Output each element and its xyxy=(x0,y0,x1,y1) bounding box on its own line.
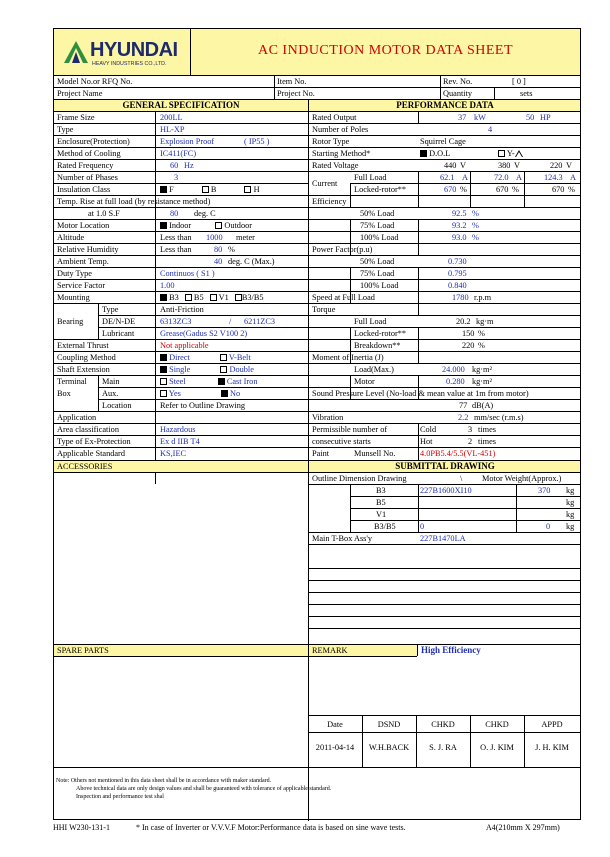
submittal-v1-unit: kg xyxy=(566,510,575,519)
submittal-b5-label: B5 xyxy=(376,498,386,507)
approval-chkd2-value: O. J. KIM xyxy=(480,743,514,752)
spare-parts-header: SPARE PARTS xyxy=(57,646,109,655)
approval-appd-header: APPD xyxy=(541,720,563,729)
rated-output-kw: 37 xyxy=(458,113,467,122)
approval-dsnd-value: W.H.BACK xyxy=(368,743,410,752)
outdoor-checkbox xyxy=(215,222,222,229)
efficiency-50-value: 92.5 xyxy=(452,209,467,218)
approval-chkd1-header: CHKD xyxy=(431,720,455,729)
starting-label: Starting Method* xyxy=(312,149,371,158)
accessories-header: ACCESSORIES xyxy=(57,462,113,471)
paint-label: Paint xyxy=(312,449,330,458)
footer-doc-no: HHI W230-131-1 xyxy=(53,823,110,832)
left-label-divider xyxy=(155,111,156,484)
tbox-label: Main T-Box Ass'y xyxy=(312,534,373,543)
project-name-label: Project Name xyxy=(57,89,103,98)
ambient-label: Ambient Temp. xyxy=(57,257,109,266)
shaft-single-checkbox xyxy=(160,366,167,373)
altitude-prefix: Less than xyxy=(160,233,192,242)
temp-rise-sub: at 1.0 S.F xyxy=(88,209,120,218)
insulation-h-checkbox xyxy=(244,186,251,193)
service-factor-value: 1.00 xyxy=(160,281,175,290)
current-full-1: 62.1 xyxy=(440,173,455,182)
pf-75-value: 0.795 xyxy=(448,269,467,278)
bearing-nde-value: 6211ZC3 xyxy=(244,317,276,326)
torque-breakdown-value: 220 xyxy=(462,341,475,350)
paint-munsell-label: Munsell No. xyxy=(354,449,396,458)
vibration-value: 2.2 xyxy=(458,413,469,422)
inertia-load-value: 24.000 xyxy=(442,365,465,374)
motor-weight-label: Motor Weight(Approx.) xyxy=(482,474,562,483)
insulation-label: Insulation Class xyxy=(57,185,111,194)
terminal-cast-iron-checkbox xyxy=(218,378,225,385)
inertia-label: Moment of Inertia (J) xyxy=(312,353,384,362)
thrust-value: Not applicable xyxy=(160,341,209,350)
speed-value: 1780 xyxy=(452,293,469,302)
thrust-label: External Thrust xyxy=(57,341,109,350)
item-no-label: Item No. xyxy=(277,77,307,86)
general-spec-header: GENERAL SPECIFICATION xyxy=(122,100,240,110)
paint-value: 4.0PB5.4/5.5(VL-451) xyxy=(420,449,496,458)
efficiency-label: Efficiency xyxy=(312,197,347,206)
efficiency-75-unit: % xyxy=(472,221,479,230)
sound-label: Sound Pressure Level (No-load & mean value at 1m from motor) xyxy=(312,389,529,398)
torque-full-unit: kg·m xyxy=(476,317,494,326)
starting-dol-checkbox xyxy=(420,150,427,157)
mounting-v1-checkbox xyxy=(210,294,217,301)
torque-locked-value: 150 xyxy=(462,329,475,338)
insulation-b-checkbox xyxy=(202,186,209,193)
approval-dsnd-header: DSND xyxy=(377,720,401,729)
torque-locked-label: Locked-rotor** xyxy=(354,329,407,338)
current-full-label: Full Load xyxy=(354,173,387,182)
pf-50-value: 0.730 xyxy=(448,257,467,266)
mounting-b5-checkbox xyxy=(185,294,192,301)
insulation-options: F B H xyxy=(160,184,260,195)
efficiency-50-unit: % xyxy=(472,209,479,218)
torque-breakdown-label: Breakdown** xyxy=(354,341,401,350)
current-locked-1: 670 xyxy=(444,185,457,194)
phases-label: Number of Phases xyxy=(57,173,118,182)
efficiency-100-unit: % xyxy=(472,233,479,242)
rated-output-kw-unit: kW xyxy=(474,113,486,122)
starts-hot-label: Hot xyxy=(420,437,433,446)
frequency-unit: Hz xyxy=(184,161,194,170)
enclosure-value: Explosion Proof xyxy=(160,137,215,146)
service-factor-label: Service Factor xyxy=(57,281,106,290)
terminal-location-label: Location xyxy=(102,401,132,410)
approval-date-header: Date xyxy=(327,720,343,729)
current-locked-3-unit: % xyxy=(568,185,575,194)
type-label: Type xyxy=(57,125,74,134)
ex-type-value: Ex d IIB T4 xyxy=(160,437,200,446)
mounting-b3-checkbox xyxy=(160,294,167,301)
cooling-value: IC411(FC) xyxy=(160,149,197,158)
starting-yd-checkbox xyxy=(498,150,505,157)
frame-size-label: Frame Size xyxy=(57,113,95,122)
humidity-value: 80 xyxy=(214,245,223,254)
data-sheet xyxy=(53,28,581,820)
efficiency-50-label: 50% Load xyxy=(360,209,395,218)
current-locked-3: 670 xyxy=(552,185,565,194)
efficiency-75-label: 75% Load xyxy=(360,221,395,230)
starts-label-1: Permissible number of xyxy=(312,425,388,434)
mounting-options: B3 B5 V1 B3/B5 xyxy=(160,292,264,303)
humidity-prefix: Less than xyxy=(160,245,192,254)
efficiency-100-value: 93.0 xyxy=(452,233,467,242)
type-value: HL-XP xyxy=(160,125,185,134)
sheet-title: AC INDUCTION MOTOR DATA SHEET xyxy=(257,43,513,58)
terminal-aux-label: Aux. xyxy=(102,389,119,398)
pf-100-value: 0.840 xyxy=(448,281,467,290)
current-full-2: 72.0 xyxy=(494,173,509,182)
starts-hot-unit: times xyxy=(478,437,496,446)
altitude-unit: meter xyxy=(236,233,255,242)
submittal-b3b5-weight: 0 xyxy=(546,522,551,531)
submittal-v1-label: V1 xyxy=(376,510,387,519)
area-value: Hazardous xyxy=(160,425,196,434)
humidity-label: Relative Humidity xyxy=(57,245,119,254)
terminal-aux-no-checkbox xyxy=(221,390,228,397)
submittal-b3-drawing: 227B1600XI10 xyxy=(420,486,472,495)
submittal-b5-unit: kg xyxy=(566,498,575,507)
current-locked-label: Locked-rotor** xyxy=(354,185,407,194)
altitude-value: 1000 xyxy=(206,233,223,242)
bearing-de-label: DE/N-DE xyxy=(102,317,136,326)
ex-type-label: Type of Ex-Protection xyxy=(57,437,131,446)
phases-value: 3 xyxy=(174,173,179,182)
speed-label: Speed at Full Load xyxy=(312,293,375,302)
standard-label: Applicable Standard xyxy=(57,449,125,458)
area-label: Area classification xyxy=(57,425,119,434)
humidity-unit: % xyxy=(228,245,235,254)
coupling-vbelt-checkbox xyxy=(220,354,227,361)
outline-drawing-label: Outline Dimension Drawing xyxy=(312,474,407,483)
approval-chkd2-header: CHKD xyxy=(485,720,509,729)
power-factor-label: Power Factor(p.u) xyxy=(312,245,373,254)
terminal-label: Terminal xyxy=(57,377,87,386)
submittal-header: SUBMITTAL DRAWING xyxy=(395,461,495,471)
ambient-value: 40 xyxy=(214,257,223,266)
inertia-motor-label: Motor xyxy=(354,377,375,386)
current-locked-1-unit: % xyxy=(460,185,467,194)
terminal-location-value: Refer to Outline Drawing xyxy=(160,401,246,410)
bearing-label: Bearing xyxy=(57,317,84,326)
voltage-1: 440 xyxy=(444,161,457,170)
starts-hot-value: 2 xyxy=(468,437,473,446)
bearing-type-value: Anti-Friction xyxy=(160,305,204,314)
inertia-motor-value: 0.280 xyxy=(446,377,465,386)
rated-output-label: Rated Output xyxy=(312,113,357,122)
location-label: Motor Location xyxy=(57,221,110,230)
submittal-b3b5-label: B3/B5 xyxy=(374,522,396,531)
current-full-3: 124.3 xyxy=(544,173,563,182)
footer-note: * In case of Inverter or V.V.V.F Motor:Performance data is based on sine wave tests. xyxy=(136,823,406,832)
inertia-motor-unit: kg·m² xyxy=(472,377,493,386)
torque-label: Torque xyxy=(312,305,336,314)
starting-options: D.O.L Y- xyxy=(420,148,523,159)
terminal-steel-checkbox xyxy=(160,378,167,385)
bearing-lub-label: Lubricant xyxy=(102,329,135,338)
insulation-f-checkbox xyxy=(160,186,167,193)
bearing-lub-value: Grease(Gadus S2 V100 2) xyxy=(160,329,248,338)
model-no-label: Model No.or RFQ No. xyxy=(57,77,133,86)
terminal-aux-yes-checkbox xyxy=(160,390,167,397)
hyundai-logo xyxy=(62,39,186,71)
altitude-label: Altitude xyxy=(57,233,85,242)
approval-appd-value: J. H. KIM xyxy=(535,743,569,752)
current-locked-2-unit: % xyxy=(512,185,519,194)
submittal-b3-unit: kg xyxy=(566,486,575,495)
voltage-3: 220 xyxy=(550,161,563,170)
cooling-label: Method of Cooling xyxy=(57,149,121,158)
footer-size: A4(210mm X 297mm) xyxy=(486,823,560,832)
hyundai-logo-icon xyxy=(64,41,88,63)
submittal-b3b5-unit: kg xyxy=(566,522,575,531)
current-label: Current xyxy=(312,179,338,188)
performance-data-header: PERFORMANCE DATA xyxy=(396,100,494,110)
voltage-2: 380 xyxy=(498,161,511,170)
temp-rise-label: Temp. Rise at full load (by resistance method) xyxy=(57,197,211,206)
enclosure-label: Enclosure(Protection) xyxy=(57,137,130,146)
rotor-label: Rotor Type xyxy=(312,137,350,146)
current-full-2-unit: A xyxy=(516,173,522,182)
bearing-slash: / xyxy=(229,317,232,326)
duty-value: Continuos ( S1 ) xyxy=(160,269,215,278)
submittal-b3b5-drawing: 0 xyxy=(420,522,425,531)
poles-label: Number of Poles xyxy=(312,125,369,134)
note-line-1: Note: Others not mentioned in this data sheet shall be in accordance with maker standard. xyxy=(56,778,272,784)
terminal-box-label: Box xyxy=(57,389,71,398)
terminal-main-label: Main xyxy=(102,377,120,386)
enclosure-ip: ( IP55 ) xyxy=(244,137,270,146)
frequency-value: 60 xyxy=(170,161,179,170)
remark-value: High Efficiency xyxy=(421,645,481,655)
starts-label-2: consecutive starts xyxy=(312,437,371,446)
torque-locked-unit: % xyxy=(478,329,485,338)
starts-cold-label: Cold xyxy=(420,425,437,434)
logo-text: HYUNDAI xyxy=(90,39,178,61)
temp-rise-unit: deg. C xyxy=(194,209,216,218)
note-line-2: Above technical data are only design values and shall be guaranteed with tolerance of applicable standard. xyxy=(76,786,332,792)
rated-output-hp-unit: HP xyxy=(540,113,551,122)
inertia-load-label: Load(Max.) xyxy=(354,365,394,374)
mounting-label: Mounting xyxy=(57,293,90,302)
frequency-label: Rated Frequency xyxy=(57,161,114,170)
pf-50-label: 50% Load xyxy=(360,257,395,266)
voltage-label: Rated Voltage xyxy=(312,161,359,170)
approval-date-value: 2011-04-14 xyxy=(315,743,355,752)
poles-value: 4 xyxy=(488,125,493,134)
current-full-1-unit: A xyxy=(462,173,468,182)
terminal-main-options: Steel Cast Iron xyxy=(160,376,257,387)
bearing-type-label: Type xyxy=(102,305,119,314)
sound-value: 77 xyxy=(459,401,468,410)
pf-100-label: 100% Load xyxy=(360,281,399,290)
coupling-direct-checkbox xyxy=(160,354,167,361)
note-line-3: Inspection and performance test shal xyxy=(76,794,164,800)
torque-full-value: 20.2 xyxy=(456,317,471,326)
sound-unit: dB(A) xyxy=(472,401,494,410)
vibration-unit: mm/sec (r.m.s) xyxy=(474,413,524,422)
duty-label: Duty Type xyxy=(57,269,92,278)
quantity-unit: sets xyxy=(520,89,533,98)
shaft-double-checkbox xyxy=(220,366,227,373)
current-full-3-unit: A xyxy=(570,173,576,182)
current-locked-2: 670 xyxy=(496,185,509,194)
submittal-b3-label: B3 xyxy=(376,486,386,495)
location-options: Indoor Outdoor xyxy=(160,220,252,231)
indoor-checkbox xyxy=(160,222,167,229)
approval-chkd1-value: S. J. RA xyxy=(429,743,457,752)
efficiency-75-value: 93.2 xyxy=(452,221,467,230)
tbox-value: 227B1470LA xyxy=(420,534,466,543)
starts-cold-value: 3 xyxy=(468,425,473,434)
pf-75-label: 75% Load xyxy=(360,269,395,278)
speed-unit: r.p.m xyxy=(474,293,492,302)
torque-full-label: Full Load xyxy=(354,317,387,326)
project-no-label: Project No. xyxy=(277,89,315,98)
rev-no-value: [ 0 ] xyxy=(512,77,526,86)
outline-slash: \ xyxy=(460,474,463,483)
terminal-aux-options: Yes No xyxy=(160,388,240,399)
voltage-2-unit: V xyxy=(514,161,520,170)
bearing-de-value: 6313ZC3 xyxy=(160,317,192,326)
submittal-b3-weight: 370 xyxy=(538,486,551,495)
quantity-label: Quantity xyxy=(443,89,473,98)
vibration-label: Vibration xyxy=(312,413,344,422)
voltage-3-unit: V xyxy=(566,161,572,170)
application-label: Application xyxy=(57,413,97,422)
shaft-options: Single Double xyxy=(160,364,254,375)
rated-output-hp: 50 xyxy=(526,113,535,122)
rotor-value: Squirrel Cage xyxy=(420,137,466,146)
efficiency-100-label: 100% Load xyxy=(360,233,399,242)
coupling-options: Direct V-Belt xyxy=(160,352,251,363)
logo-subtext: HEAVY INDUSTRIES CO.,LTD. xyxy=(92,61,167,67)
mounting-b3b5-checkbox xyxy=(235,294,242,301)
temp-rise-value: 80 xyxy=(170,209,179,218)
torque-breakdown-unit: % xyxy=(478,341,485,350)
standard-value: KS,IEC xyxy=(160,449,187,458)
remark-header: REMARK xyxy=(312,646,348,655)
coupling-label: Coupling Method xyxy=(57,353,116,362)
inertia-load-unit: kg·m² xyxy=(472,365,493,374)
delta-icon xyxy=(515,150,523,157)
shaft-label: Shaft Extension xyxy=(57,365,110,374)
frame-size-value: 200LL xyxy=(160,113,183,122)
rev-no-label: Rev. No. xyxy=(443,77,473,86)
starts-cold-unit: times xyxy=(478,425,496,434)
ambient-unit: deg. C (Max.) xyxy=(228,257,275,266)
voltage-1-unit: V xyxy=(460,161,466,170)
